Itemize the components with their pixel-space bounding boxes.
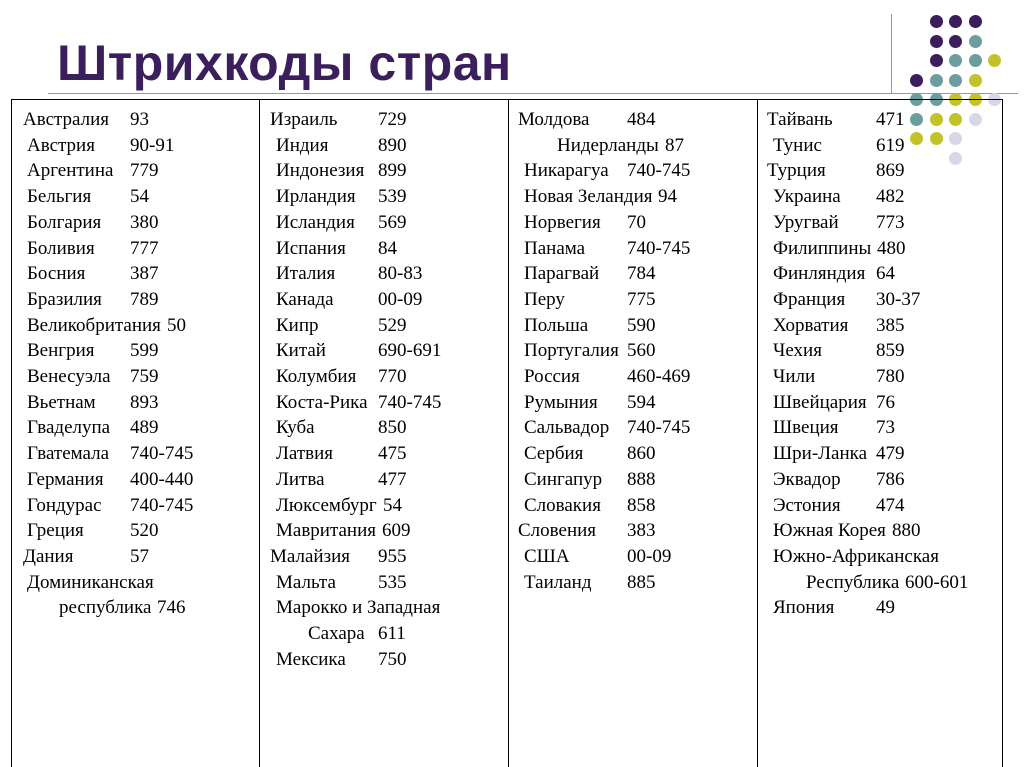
country-name: Куба <box>276 417 315 439</box>
barcode-prefix: 80-83 <box>378 263 423 285</box>
barcode-prefix: 387 <box>130 263 159 285</box>
country-name: Швеция <box>773 417 839 439</box>
country-name: Индонезия <box>276 160 365 182</box>
barcode-prefix: 740-745 <box>378 391 442 413</box>
barcode-prefix: 611 <box>378 623 406 644</box>
country-name: Венесуэла <box>27 366 111 387</box>
country-name: Турция <box>767 160 826 182</box>
country-name: Молдова <box>518 109 590 130</box>
barcode-prefix: 482 <box>876 186 905 208</box>
barcode-prefix: 00-09 <box>378 288 423 310</box>
barcode-prefix: 477 <box>378 468 407 490</box>
country-name: Словакия <box>524 494 601 516</box>
country-name: Украина <box>773 186 841 208</box>
barcode-prefix: 789 <box>130 288 159 310</box>
country-name: Чехия <box>773 340 822 362</box>
country-name: Босния <box>27 263 86 285</box>
country-name: Бельгия <box>27 186 92 208</box>
country-name: Израиль <box>270 109 338 130</box>
decorative-vertical-rule <box>891 14 892 94</box>
barcode-prefix: 54 <box>130 186 149 208</box>
country-name: Хорватия <box>773 314 849 336</box>
country-name: Канада <box>276 288 334 310</box>
country-name: Южно-Африканская <box>773 545 939 567</box>
barcode-prefix: 740-745 <box>130 443 194 465</box>
country-name: Парагвай <box>524 263 600 285</box>
barcode-prefix: 899 <box>378 160 407 182</box>
barcode-prefix: 84 <box>378 237 397 259</box>
country-name: Вьетнам <box>27 391 96 413</box>
country-name: Литва <box>276 468 325 490</box>
country-name: Эквадор <box>773 468 841 490</box>
barcode-prefix: 869 <box>876 160 905 182</box>
decorative-dot <box>930 35 943 48</box>
barcode-prefix: 955 <box>378 545 407 567</box>
country-name: Китай <box>276 340 326 362</box>
decorative-dot <box>969 74 982 87</box>
country-name: Шри-Ланка <box>773 443 868 465</box>
country-name: республика <box>59 597 152 619</box>
barcode-prefix: 489 <box>130 417 159 439</box>
barcode-prefix: 529 <box>378 314 407 336</box>
barcode-prefix: 775 <box>627 288 656 310</box>
country-name: Тунис <box>773 134 822 156</box>
country-name: Франция <box>773 288 846 310</box>
country-name: Бразилия <box>27 288 102 310</box>
barcode-prefix: 383 <box>627 520 656 542</box>
country-name: Колумбия <box>276 366 357 387</box>
barcode-prefix: 750 <box>378 648 407 670</box>
barcode-prefix: 885 <box>627 571 656 593</box>
barcode-prefix: 859 <box>876 340 905 362</box>
country-name: Япония <box>773 597 835 619</box>
country-name: Новая Зеландия <box>524 186 653 208</box>
barcode-prefix: 619 <box>876 134 905 156</box>
barcode-prefix: 893 <box>130 391 159 413</box>
barcode-prefix: 740-745 <box>130 494 194 516</box>
country-name: Тайвань <box>767 109 833 130</box>
country-name: Гваделупа <box>27 417 111 439</box>
country-name: Чили <box>773 366 816 387</box>
country-name: Румыния <box>524 391 598 413</box>
decorative-horizontal-rule <box>48 93 1018 94</box>
column-divider <box>259 99 260 767</box>
barcode-prefix: 759 <box>130 366 159 387</box>
barcode-prefix: 609 <box>382 520 411 542</box>
country-name: Республика <box>806 571 900 593</box>
barcode-prefix: 54 <box>383 494 402 516</box>
country-name: Боливия <box>27 237 95 259</box>
country-name: Таиланд <box>524 571 592 593</box>
country-name: Индия <box>276 134 329 156</box>
barcode-prefix: 773 <box>876 211 905 233</box>
barcode-prefix: 569 <box>378 211 407 233</box>
decorative-dot <box>930 15 943 28</box>
country-name: Филиппины <box>773 237 872 259</box>
country-name: Аргентина <box>27 160 114 182</box>
column-divider <box>757 99 758 767</box>
country-name: Нидерланды <box>557 134 659 156</box>
barcode-prefix: 779 <box>130 160 159 182</box>
barcode-prefix: 740-745 <box>627 417 691 439</box>
barcode-prefix: 474 <box>876 494 905 516</box>
decorative-dot <box>910 74 923 87</box>
country-name: Польша <box>524 314 589 336</box>
barcode-prefix: 471 <box>876 109 905 130</box>
barcode-prefix: 94 <box>658 186 677 208</box>
barcode-prefix: 73 <box>876 417 895 439</box>
country-name: Сахара <box>308 623 365 644</box>
barcode-prefix: 520 <box>130 520 159 542</box>
barcode-prefix: 400-440 <box>130 468 194 490</box>
country-name: Панама <box>524 237 586 259</box>
barcode-prefix: 890 <box>378 134 407 156</box>
decorative-dot <box>930 54 943 67</box>
country-name: Греция <box>27 520 84 542</box>
country-name: Гондурас <box>27 494 102 516</box>
column-divider <box>508 99 509 767</box>
country-name: Южная Корея <box>773 520 886 542</box>
country-name: Перу <box>524 288 565 310</box>
barcode-prefix: 599 <box>130 340 159 362</box>
country-name: Люксембург <box>276 494 377 516</box>
country-name: Кипр <box>276 314 319 336</box>
country-name: Доминиканская <box>27 571 154 593</box>
barcode-prefix: 590 <box>627 314 656 336</box>
barcode-prefix: 385 <box>876 314 905 336</box>
country-name: Словения <box>518 520 597 542</box>
barcode-prefix: 539 <box>378 186 407 208</box>
country-name: Сальвадор <box>524 417 610 439</box>
country-name: Норвегия <box>524 211 601 233</box>
barcode-prefix: 87 <box>665 134 684 156</box>
barcode-prefix: 770 <box>378 366 407 387</box>
country-name: Болгария <box>27 211 102 233</box>
barcode-prefix: 690-691 <box>378 340 442 362</box>
country-name: Гватемала <box>27 443 110 465</box>
decorative-dot <box>949 15 962 28</box>
country-name: Коста-Рика <box>276 391 368 413</box>
country-name: Сербия <box>524 443 584 465</box>
barcode-prefix: 380 <box>130 211 159 233</box>
barcode-prefix: 00-09 <box>627 545 672 567</box>
barcode-prefix: 70 <box>627 211 646 233</box>
country-name: Россия <box>524 366 580 387</box>
barcode-prefix: 480 <box>877 237 906 259</box>
barcode-prefix: 57 <box>130 545 149 567</box>
country-name: Ирландия <box>276 186 356 208</box>
barcode-prefix: 600-601 <box>905 571 969 593</box>
barcode-prefix: 460-469 <box>627 366 691 387</box>
country-name: Швейцария <box>773 391 867 413</box>
decorative-dot <box>988 54 1001 67</box>
barcode-prefix: 850 <box>378 417 407 439</box>
barcode-prefix: 50 <box>167 314 186 336</box>
barcode-prefix: 784 <box>627 263 656 285</box>
country-name: Мальта <box>276 571 336 593</box>
country-name: Дания <box>23 545 74 567</box>
barcode-prefix: 64 <box>876 263 895 285</box>
decorative-dot <box>949 35 962 48</box>
country-name: США <box>524 545 570 567</box>
country-name: Уругвай <box>773 211 839 233</box>
decorative-dot <box>949 54 962 67</box>
barcode-prefix: 484 <box>627 109 656 130</box>
country-name: Исландия <box>276 211 355 233</box>
barcode-prefix: 780 <box>876 366 905 387</box>
country-name: Великобритания <box>27 314 161 336</box>
country-name: Венгрия <box>27 340 95 362</box>
barcode-prefix: 740-745 <box>627 160 691 182</box>
barcode-prefix: 479 <box>876 443 905 465</box>
barcode-prefix: 860 <box>627 443 656 465</box>
country-name: Австрия <box>27 134 95 156</box>
country-name: Сингапур <box>524 468 603 490</box>
barcode-prefix: 729 <box>378 109 407 130</box>
page-title: Штрихкоды стран <box>57 35 512 91</box>
country-name: Марокко и Западная <box>276 597 441 619</box>
barcode-prefix: 560 <box>627 340 656 362</box>
barcode-prefix: 858 <box>627 494 656 516</box>
decorative-dot <box>969 15 982 28</box>
decorative-dot <box>969 35 982 48</box>
country-name: Эстония <box>773 494 841 516</box>
country-name: Никарагуа <box>524 160 609 182</box>
barcode-prefix: 746 <box>157 597 186 619</box>
country-name: Португалия <box>524 340 619 362</box>
barcode-prefix: 475 <box>378 443 407 465</box>
barcode-prefix: 535 <box>378 571 407 593</box>
country-name: Латвия <box>276 443 334 465</box>
country-name: Италия <box>276 263 336 285</box>
country-name: Германия <box>27 468 104 490</box>
country-name: Финляндия <box>773 263 866 285</box>
country-code-table <box>11 99 1003 767</box>
barcode-prefix: 777 <box>130 237 159 259</box>
barcode-prefix: 93 <box>130 109 149 130</box>
barcode-prefix: 888 <box>627 468 656 490</box>
decorative-dot <box>949 74 962 87</box>
barcode-prefix: 90-91 <box>130 134 175 156</box>
barcode-prefix: 30-37 <box>876 288 921 310</box>
country-name: Малайзия <box>270 545 350 567</box>
barcode-prefix: 740-745 <box>627 237 691 259</box>
barcode-prefix: 76 <box>876 391 895 413</box>
country-name: Австралия <box>23 109 110 130</box>
country-name: Мавритания <box>276 520 377 542</box>
barcode-prefix: 594 <box>627 391 656 413</box>
decorative-dot <box>969 54 982 67</box>
barcode-prefix: 49 <box>876 597 895 619</box>
barcode-prefix: 786 <box>876 468 905 490</box>
decorative-dot <box>930 74 943 87</box>
country-name: Испания <box>276 237 346 259</box>
country-name: Мексика <box>276 648 346 670</box>
barcode-prefix: 880 <box>892 520 921 542</box>
